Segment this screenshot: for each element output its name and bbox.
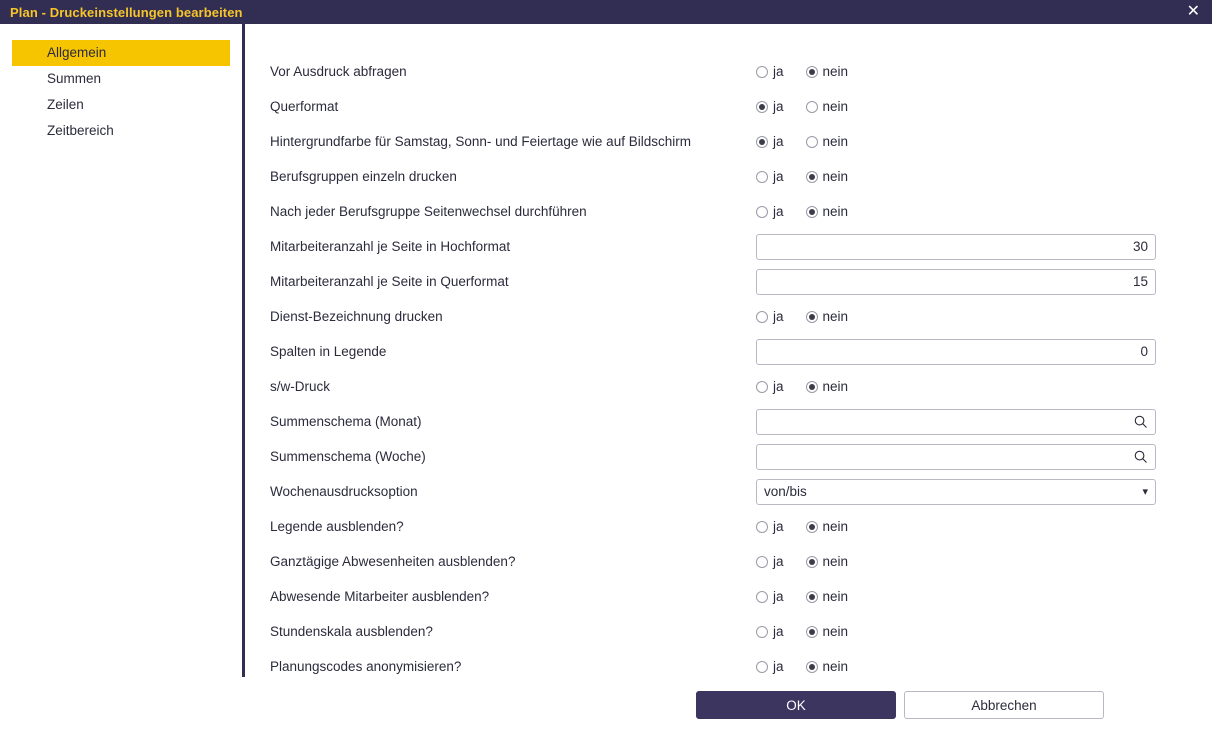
- radio-option-ja[interactable]: [756, 519, 784, 534]
- field-label: s/w-Druck: [270, 379, 330, 394]
- field-control: [756, 309, 1168, 324]
- field-control: [756, 589, 1168, 604]
- radio-option-ja[interactable]: [756, 309, 784, 324]
- form-row: [269, 474, 1168, 509]
- radio-icon: [756, 556, 768, 568]
- radio-option-ja[interactable]: [756, 134, 784, 149]
- select-value: von/bis: [764, 484, 807, 499]
- radio-option-ja[interactable]: [756, 554, 784, 569]
- radio-option-nein[interactable]: [806, 204, 849, 219]
- field-control: [756, 444, 1168, 470]
- form-row: [269, 439, 1168, 474]
- mitarbeiteranzahl-hochformat-input[interactable]: [756, 234, 1156, 260]
- form-row: [269, 649, 1168, 677]
- form-row: [269, 614, 1168, 649]
- radio-label: ja: [773, 589, 784, 604]
- search-icon[interactable]: [1133, 449, 1148, 464]
- field-control: [756, 519, 1168, 534]
- radio-option-ja[interactable]: [756, 624, 784, 639]
- field-control: [756, 64, 1168, 79]
- radio-icon: [806, 66, 818, 78]
- radio-group-ganztaegige-abwesenheiten-ausblenden: [756, 554, 848, 569]
- radio-label: ja: [773, 379, 784, 394]
- radio-icon: [806, 311, 818, 323]
- field-control: [756, 204, 1168, 219]
- radio-option-ja[interactable]: [756, 204, 784, 219]
- radio-icon: [806, 661, 818, 673]
- form-row: [269, 369, 1168, 404]
- radio-label: ja: [773, 309, 784, 324]
- radio-option-ja[interactable]: [756, 659, 784, 674]
- radio-label: nein: [822, 554, 849, 569]
- radio-label: nein: [822, 519, 849, 534]
- field-label: Berufsgruppen einzeln drucken: [270, 169, 457, 184]
- field-control: [756, 339, 1168, 365]
- radio-label: ja: [773, 204, 784, 219]
- form-row: [269, 334, 1168, 369]
- radio-label: nein: [822, 379, 849, 394]
- field-label: Abwesende Mitarbeiter ausblenden?: [270, 589, 490, 604]
- field-label: Summenschema (Monat): [270, 414, 422, 429]
- radio-icon: [756, 381, 768, 393]
- chevron-down-icon: ▾: [1142, 486, 1148, 498]
- radio-option-nein[interactable]: [806, 624, 849, 639]
- radio-group-hintergrundfarbe-feiertage: [756, 134, 848, 149]
- radio-icon: [806, 136, 818, 148]
- field-control: [756, 659, 1168, 674]
- radio-group-planungscodes-anonymisieren: [756, 659, 848, 674]
- dialog-body: [0, 24, 1212, 677]
- radio-label: ja: [773, 169, 784, 184]
- field-control: [756, 379, 1168, 394]
- form-row: [269, 299, 1168, 334]
- field-label: Mitarbeiteranzahl je Seite in Querformat: [270, 274, 509, 289]
- radio-option-ja[interactable]: [756, 169, 784, 184]
- mitarbeiteranzahl-querformat-input[interactable]: [756, 269, 1156, 295]
- title-bar: [0, 0, 1212, 24]
- search-icon[interactable]: [1133, 414, 1148, 429]
- radio-group-berufsgruppen-einzeln-drucken: [756, 169, 848, 184]
- radio-icon: [806, 521, 818, 533]
- field-label: Querformat: [270, 99, 339, 114]
- radio-label: ja: [773, 624, 784, 639]
- radio-label: nein: [822, 169, 849, 184]
- form-row: [269, 579, 1168, 614]
- radio-group-sw-druck: [756, 379, 848, 394]
- radio-label: nein: [822, 134, 849, 149]
- radio-option-nein[interactable]: [806, 64, 849, 79]
- field-label: Spalten in Legende: [270, 344, 387, 359]
- radio-group-vor-ausdruck-abfragen: [756, 64, 848, 79]
- radio-icon: [756, 171, 768, 183]
- field-label: Summenschema (Woche): [270, 449, 426, 464]
- sidebar-item-label: Zeilen: [47, 97, 84, 112]
- radio-option-nein[interactable]: [806, 99, 849, 114]
- radio-icon: [756, 66, 768, 78]
- radio-icon: [756, 521, 768, 533]
- field-control: [756, 624, 1168, 639]
- radio-option-nein[interactable]: [806, 659, 849, 674]
- radio-label: ja: [773, 134, 784, 149]
- form-row: [269, 124, 1168, 159]
- field-control: [756, 554, 1168, 569]
- field-label: Ganztägige Abwesenheiten ausblenden?: [270, 554, 516, 569]
- form-row: [269, 264, 1168, 299]
- radio-label: nein: [822, 589, 849, 604]
- radio-group-querformat: [756, 99, 848, 114]
- sidebar-item-summen[interactable]: [12, 66, 230, 92]
- sidebar: [0, 24, 245, 677]
- radio-icon: [806, 556, 818, 568]
- wochenausdrucksoption-select[interactable]: [756, 479, 1156, 505]
- input-value: 0: [1140, 344, 1148, 359]
- radio-label: ja: [773, 99, 784, 114]
- radio-group-seitenwechsel-berufsgruppe: [756, 204, 848, 219]
- field-label: Dienst-Bezeichnung drucken: [270, 309, 443, 324]
- radio-option-ja[interactable]: [756, 589, 784, 604]
- field-label: Vor Ausdruck abfragen: [270, 64, 407, 79]
- field-label: Mitarbeiteranzahl je Seite in Hochformat: [270, 239, 511, 254]
- input-value: 15: [1132, 274, 1148, 289]
- radio-label: nein: [822, 659, 849, 674]
- field-control: [756, 99, 1168, 114]
- form-row: [269, 404, 1168, 439]
- field-control: [756, 269, 1168, 295]
- form-row: [269, 89, 1168, 124]
- radio-label: ja: [773, 64, 784, 79]
- radio-option-nein[interactable]: [806, 169, 849, 184]
- radio-icon: [756, 661, 768, 673]
- field-control: [756, 169, 1168, 184]
- field-control: [756, 479, 1168, 505]
- radio-label: nein: [822, 624, 849, 639]
- radio-option-ja[interactable]: [756, 64, 784, 79]
- form-row: [269, 544, 1168, 579]
- radio-icon: [756, 206, 768, 218]
- cancel-button[interactable]: Abbrechen: [904, 691, 1104, 719]
- field-label: Hintergrundfarbe für Samstag, Sonn- und Feiertage wie auf Bildschirm: [270, 134, 691, 149]
- radio-icon: [756, 101, 768, 113]
- radio-icon: [806, 206, 818, 218]
- radio-icon: [756, 591, 768, 603]
- radio-label: nein: [822, 99, 849, 114]
- radio-group-stundenskala-ausblenden: [756, 624, 848, 639]
- radio-option-nein[interactable]: [806, 589, 849, 604]
- field-label: Stundenskala ausblenden?: [270, 624, 433, 639]
- radio-group-dienst-bezeichnung-drucken: [756, 309, 848, 324]
- sidebar-item-allgemein[interactable]: [12, 40, 230, 66]
- radio-option-ja[interactable]: [756, 379, 784, 394]
- close-icon[interactable]: ✕: [1186, 3, 1200, 20]
- radio-icon: [806, 591, 818, 603]
- form-row: [269, 159, 1168, 194]
- form-row: [269, 194, 1168, 229]
- summenschema-monat-input[interactable]: [756, 409, 1156, 435]
- form-row: [269, 509, 1168, 544]
- radio-option-nein[interactable]: [806, 309, 849, 324]
- settings-form: [245, 24, 1212, 677]
- radio-label: nein: [822, 204, 849, 219]
- spalten-in-legende-input[interactable]: [756, 339, 1156, 365]
- sidebar-item-label: Summen: [47, 71, 102, 86]
- radio-icon: [806, 101, 818, 113]
- radio-label: ja: [773, 659, 784, 674]
- sidebar-item-label: Allgemein: [47, 45, 107, 60]
- field-label: Wochenausdrucksoption: [270, 484, 418, 499]
- radio-option-nein[interactable]: [806, 554, 849, 569]
- field-label: Legende ausblenden?: [270, 519, 404, 534]
- radio-label: nein: [822, 64, 849, 79]
- radio-group-abwesende-mitarbeiter-ausblenden: [756, 589, 848, 604]
- radio-icon: [806, 171, 818, 183]
- field-control: [756, 409, 1168, 435]
- form-row: [269, 229, 1168, 264]
- window-title: Plan - Druckeinstellungen bearbeiten: [10, 4, 243, 20]
- field-label: Planungscodes anonymisieren?: [270, 659, 462, 674]
- form-row: [269, 54, 1168, 89]
- input-value: 30: [1132, 239, 1148, 254]
- field-label: Nach jeder Berufsgruppe Seitenwechsel durchführen: [270, 204, 587, 219]
- sidebar-item-label: Zeitbereich: [47, 123, 114, 138]
- sidebar-item-zeilen[interactable]: [12, 92, 230, 118]
- radio-group-legende-ausblenden: [756, 519, 848, 534]
- radio-option-nein[interactable]: [806, 379, 849, 394]
- radio-icon: [806, 381, 818, 393]
- dialog-footer: [0, 677, 1212, 745]
- radio-icon: [756, 626, 768, 638]
- radio-icon: [806, 626, 818, 638]
- radio-label: ja: [773, 519, 784, 534]
- field-control: [756, 134, 1168, 149]
- radio-option-ja[interactable]: [756, 99, 784, 114]
- radio-icon: [756, 311, 768, 323]
- ok-button[interactable]: OK: [696, 691, 896, 719]
- radio-option-nein[interactable]: [806, 134, 849, 149]
- radio-option-nein[interactable]: [806, 519, 849, 534]
- field-control: [756, 234, 1168, 260]
- radio-label: nein: [822, 309, 849, 324]
- summenschema-woche-input[interactable]: [756, 444, 1156, 470]
- radio-label: ja: [773, 554, 784, 569]
- radio-icon: [756, 136, 768, 148]
- sidebar-item-zeitbereich[interactable]: [12, 118, 230, 144]
